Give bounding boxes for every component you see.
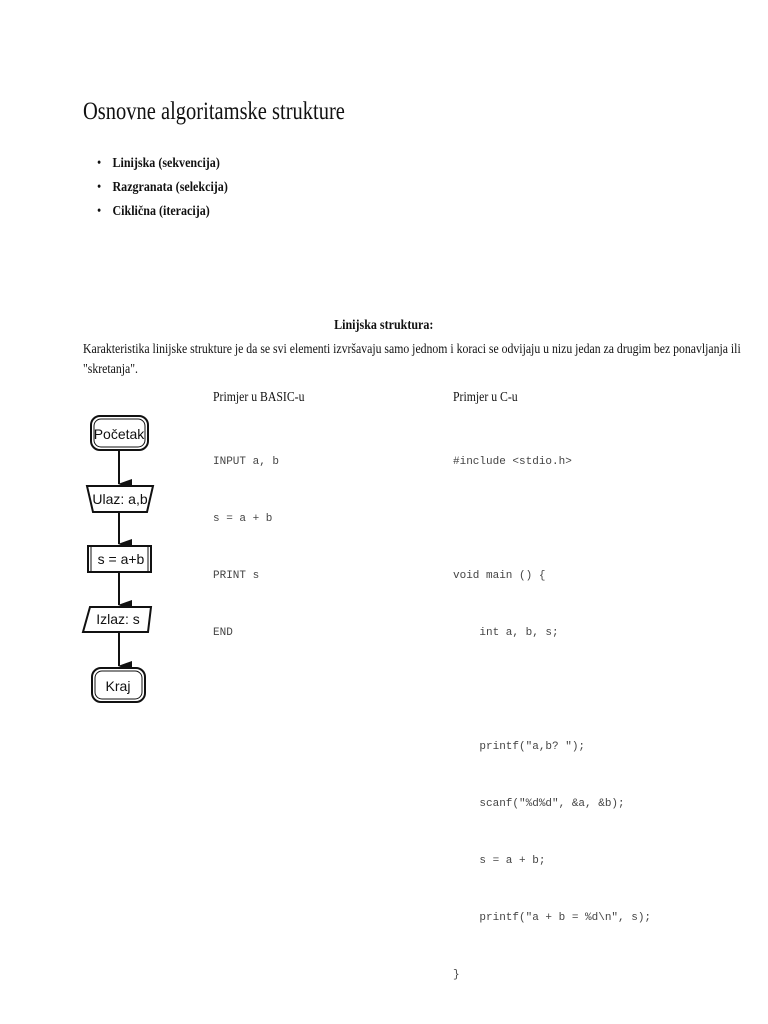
code-line: END xyxy=(213,627,233,639)
code-line: void main () { xyxy=(453,570,546,582)
flow-start-label: Početak xyxy=(93,426,145,442)
c-example-heading: Primjer u C-u xyxy=(453,390,518,405)
list-item xyxy=(97,156,228,180)
list-item-label: Ciklična (iteracija) xyxy=(112,204,210,219)
bullet-icon: • xyxy=(97,180,102,195)
flow-input-label: Ulaz: a,b xyxy=(92,491,148,507)
code-line: scanf("%d%d", &a, &b); xyxy=(453,798,625,810)
c-code-block xyxy=(453,415,651,1023)
flow-output-label: Izlaz: s xyxy=(96,611,140,627)
flow-process-label: s = a+b xyxy=(97,551,145,567)
description-line: Karakteristika linijske strukture je da se svi elementi izvršavaju samo jednom i koraci se odvijaju u nizu jedan za drugim bez ponavljanja ili xyxy=(83,342,741,357)
bullet-icon: • xyxy=(97,204,102,219)
page-title: Osnovne algoritamske strukture xyxy=(83,98,345,125)
list-item xyxy=(97,180,228,204)
description-line: "skretanja". xyxy=(83,362,138,377)
basic-code-block xyxy=(213,415,279,681)
code-line: printf("a,b? "); xyxy=(453,741,586,753)
bullet-icon: • xyxy=(97,156,102,171)
flow-end-label: Kraj xyxy=(105,678,131,694)
code-line: PRINT s xyxy=(213,570,260,582)
structure-list xyxy=(97,156,249,228)
code-line: printf("a + b = %d\n", s); xyxy=(453,912,652,924)
code-line: } xyxy=(453,969,460,981)
section-heading xyxy=(0,318,768,334)
list-item xyxy=(97,204,228,228)
basic-example-heading: Primjer u BASIC-u xyxy=(213,390,305,405)
code-line: INPUT a, b xyxy=(213,456,280,468)
list-item-label: Razgranata (selekcija) xyxy=(112,180,228,195)
flowchart xyxy=(80,408,180,708)
code-line: s = a + b xyxy=(213,513,273,525)
code-line: s = a + b; xyxy=(453,855,546,867)
code-line: #include <stdio.h> xyxy=(453,456,572,468)
code-line xyxy=(453,681,651,700)
list-item-label: Linijska (sekvencija) xyxy=(112,156,220,171)
code-line xyxy=(453,510,651,529)
section-description xyxy=(83,340,763,380)
code-line: int a, b, s; xyxy=(453,627,559,639)
section-heading-text: Linijska struktura: xyxy=(334,318,434,333)
